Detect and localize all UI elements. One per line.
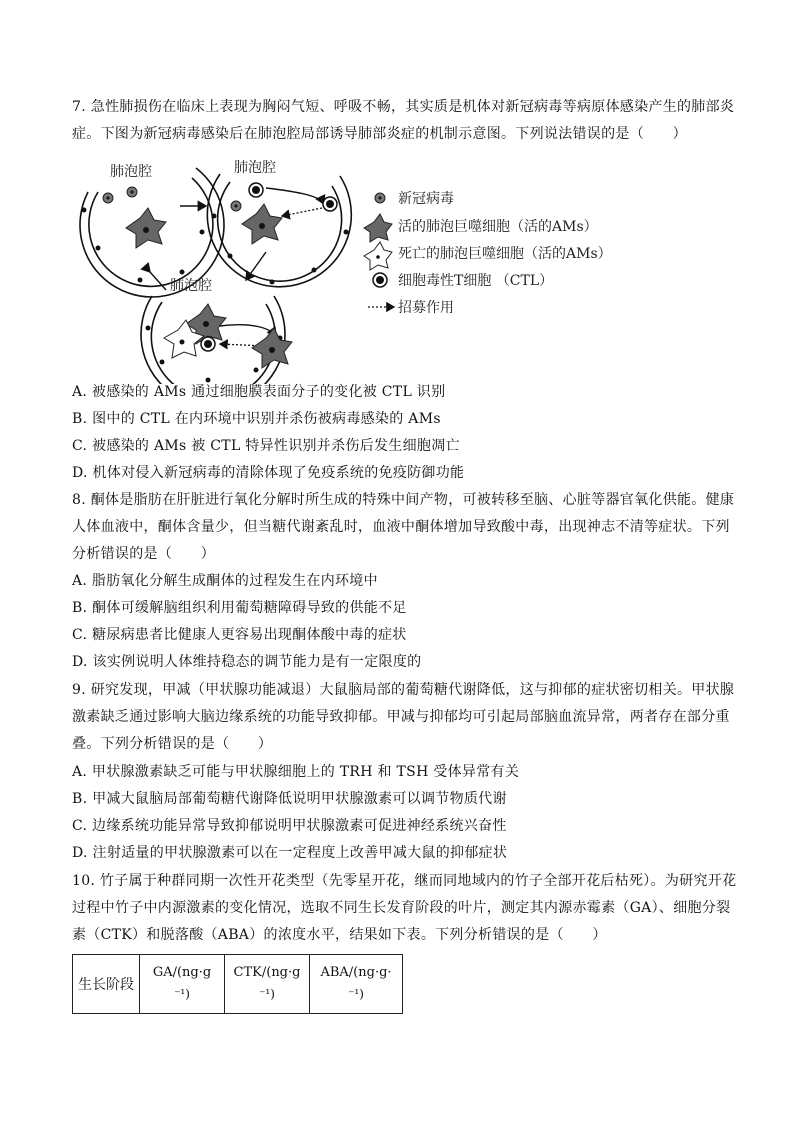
legend-virus: 新冠病毒: [398, 191, 454, 207]
question-7-line-1: 7. 急性肺损伤在临床上表现为胸闷气短、呼吸不畅，其实质是机体对新冠病毒等病原体感染产生的肺部炎: [72, 99, 735, 115]
question-7-option-c[interactable]: C. 被感染的 AMs 被 CTL 特异性识别并杀伤后发生细胞凋亡: [72, 438, 460, 454]
table-header-aba-bottom: ⁻¹): [348, 987, 364, 1001]
question-9-option-c[interactable]: C. 边缘系统功能异常导致抑郁说明甲状腺激素可促进神经系统兴奋性: [72, 818, 507, 834]
question-9-option-b[interactable]: B. 甲减大鼠脑局部葡萄糖代谢降低说明甲状腺激素可以调节物质代谢: [72, 791, 507, 807]
question-8-line-1: 8. 酮体是脂肪在肝脏进行氧化分解时所生成的特殊中间产物，可被转移至脑、心脏等器官氧化供能。健康: [72, 492, 735, 508]
cytotoxic-t-cell-icon: [323, 197, 337, 211]
cytotoxic-t-cell-icon: [201, 337, 215, 351]
lung-inflammation-diagram: [70, 152, 630, 384]
legend-dead-macrophage: 死亡的肺泡巨噬细胞（活的AMs）: [398, 246, 612, 262]
virus-icon: [127, 187, 137, 197]
alveolus-label-top-right: 肺泡腔: [234, 160, 276, 176]
table-header-aba: [310, 955, 403, 1014]
alveolus-label-top-left: 肺泡腔: [110, 164, 152, 180]
question-9-line-1: 9. 研究发现，甲减（甲状腺功能减退）大鼠脑局部的葡萄糖代谢降低，这与抑郁的症状密切相关。甲状腺: [72, 682, 735, 698]
question-9-option-a[interactable]: A. 甲状腺激素缺乏可能与甲状腺细胞上的 TRH 和 TSH 受体异常有关: [72, 764, 520, 780]
question-8-stem: [72, 487, 735, 568]
table-header-ga-bottom: ⁻¹): [174, 987, 190, 1001]
virus-icon: [231, 201, 241, 211]
cytotoxic-t-cell-icon: [373, 273, 387, 287]
question-7-line-2: 症。下图为新冠病毒感染后在肺泡腔局部诱导肺部炎症的机制示意图。下列说法错误的是（ ）: [72, 126, 687, 142]
table-header-ctk-bottom: ⁻¹): [259, 987, 275, 1001]
diagram-legend: [364, 190, 612, 316]
cytotoxic-t-cell-icon: [249, 183, 263, 197]
question-7-stem: [72, 94, 735, 148]
alive-macrophage-icon: [364, 214, 392, 242]
table-header-ga: [140, 955, 225, 1014]
table-header-ga-top: GA/(ng·g: [152, 965, 212, 980]
question-7-option-b[interactable]: B. 图中的 CTL 在内环境中识别并杀伤被病毒感染的 AMs: [72, 411, 441, 427]
table-header-stage: 生长阶段: [73, 955, 140, 1014]
alveolus-bottom: [141, 277, 292, 384]
alveolus-label-bottom: 肺泡腔: [170, 278, 212, 294]
question-7-option-a[interactable]: A. 被感染的 AMs 通过细胞膜表面分子的变化被 CTL 识别: [72, 384, 446, 400]
question-10-line-1: 10. 竹子属于种群同期一次性开花类型（先零星开花，继而同地域内的竹子全部开花后枯死）。为研究开花: [72, 873, 737, 889]
legend-ctl: 细胞毒性T细胞 （CTL）: [398, 273, 554, 289]
table-header-row: [73, 955, 403, 1014]
virus-icon: [103, 193, 113, 203]
hormone-table: [72, 954, 403, 1014]
table-header-ctk-top: CTK/(ng·g: [233, 965, 301, 980]
question-8-option-b[interactable]: B. 酮体可缓解脑组织利用葡萄糖障碍导致的供能不足: [72, 600, 407, 616]
question-9-line-2: 激素缺乏通过影响大脑边缘系统的功能导致抑郁。甲减与抑郁均可引起局部脑血流异常，两者存在部分重: [72, 709, 730, 725]
question-8-line-2: 人体血液中，酮体含量少，但当糖代谢紊乱时，血液中酮体增加导致酸中毒，出现神志不清等症状。下列: [72, 519, 730, 535]
question-10-stem: [72, 868, 737, 949]
legend-alive-macrophage: 活的肺泡巨噬细胞（活的AMs）: [398, 219, 598, 235]
alveolus-top-right: [207, 159, 351, 287]
alveolus-top-left: [80, 163, 224, 297]
table-header-ctk: [225, 955, 310, 1014]
question-7-option-d[interactable]: D. 机体对侵入新冠病毒的清除体现了免疫系统的免疫防御功能: [72, 465, 465, 481]
question-10-line-2: 过程中竹子中内源激素的变化情况，选取不同生长发育阶段的叶片，测定其内源赤霉素（GA）、细胞分裂: [72, 900, 731, 916]
question-8-option-c[interactable]: C. 糖尿病患者比健康人更容易出现酮体酸中毒的症状: [72, 627, 407, 643]
question-8-option-a[interactable]: A. 脂肪氧化分解生成酮体的过程发生在内环境中: [72, 573, 378, 589]
question-8-option-d[interactable]: D. 该实例说明人体维持稳态的调节能力是有一定限度的: [72, 654, 422, 670]
question-9-option-d[interactable]: D. 注射适量的甲状腺激素可以在一定程度上改善甲减大鼠的抑郁症状: [72, 845, 508, 861]
question-8-line-3: 分析错误的是（ ）: [72, 546, 215, 562]
table-header-aba-top: ABA/(ng·g·: [320, 965, 392, 980]
legend-recruitment: 招募作用: [398, 300, 454, 316]
virus-icon: [375, 193, 385, 203]
question-10-line-3: 素（CTK）和脱落酸（ABA）的浓度水平，结果如下表。下列分析错误的是（ ）: [72, 927, 607, 943]
question-9-line-3: 叠。下列分析错误的是（ ）: [72, 736, 273, 752]
question-9-stem: [72, 677, 735, 758]
